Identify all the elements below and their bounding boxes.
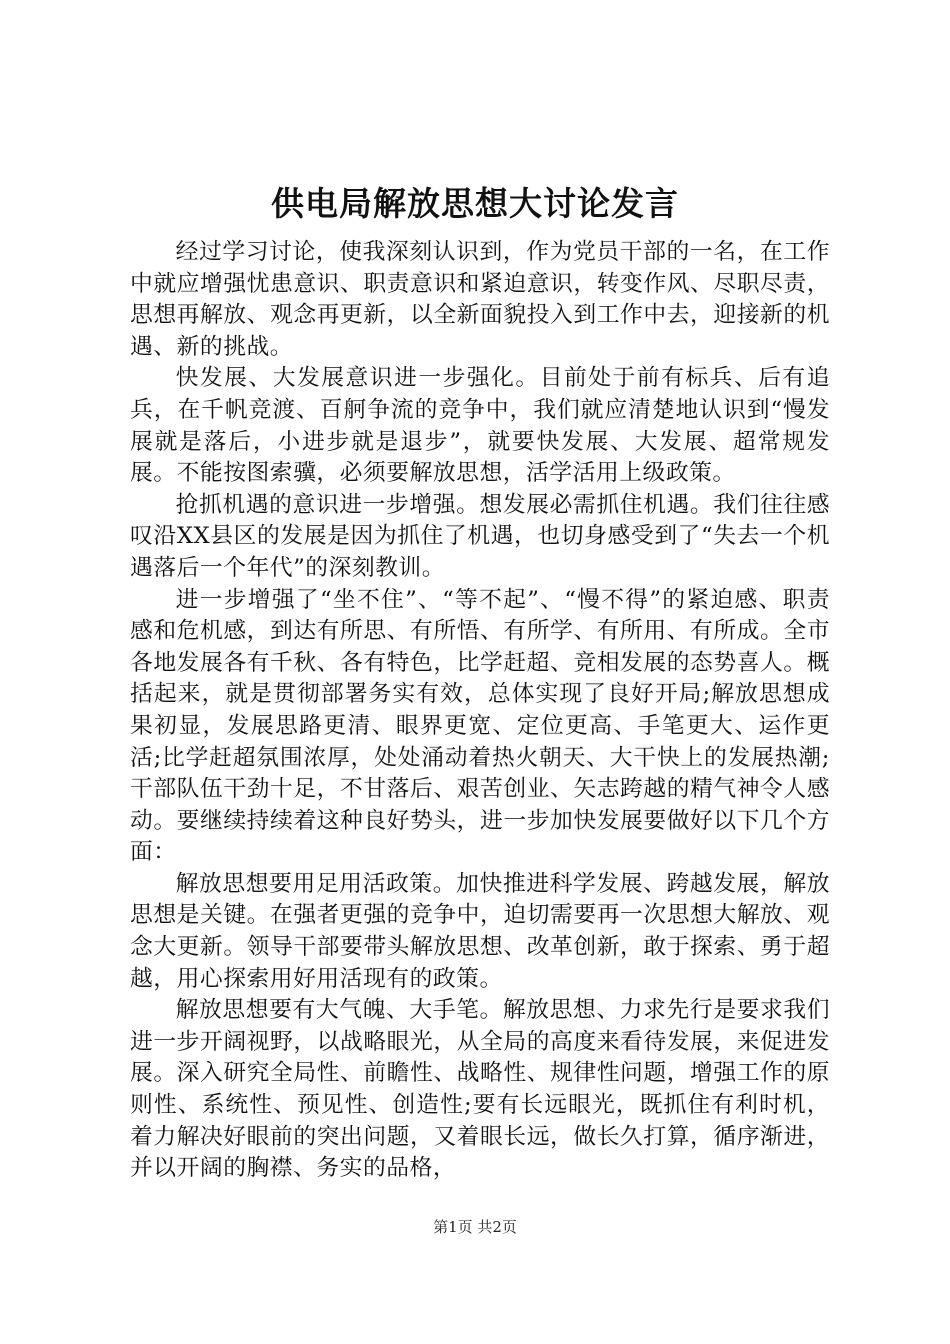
- document-title: 供电局解放思想大讨论发言: [271, 184, 679, 223]
- paragraph: 进一步增强了“坐不住”、“等不起”、“慢不得”的紧迫感、职责感和危机感，到达有所思、有所悟、有所学、有所用、有所成。全市各地发展各有千秋、各有特色，比学赶超、竞相发展的态势喜人。概括起来，就是贯彻部署务实有效，总体实现了良好开局;解放思想成果初显，发展思路更清、眼界更宽、定位更高、手笔更大、运作更活;比学赶超氛围浓厚，处处涌动着热火朝天、大干快上的发展热潮;干部队伍干劲十足，不甘落后、艰苦创业、矢志跨越的精气神令人感动。要继续持续着这种良好势头，进一步加快发展要做好以下几个方面：: [130, 586, 830, 866]
- page-number-footer: 第1页 共2页: [433, 1218, 517, 1236]
- paragraph: 快发展、大发展意识进一步强化。目前处于前有标兵、后有追兵，在千帆竞渡、百舸争流的竞争中，我们就应清楚地认识到“慢发展就是落后，小进步就是退步”，就要快发展、大发展、超常规发展。不能按图索骥，必须要解放思想，活学活用上级政策。: [130, 365, 830, 487]
- paragraph: 解放思想要有大气魄、大手笔。解放思想、力求先行是要求我们进一步开阔视野，以战略眼光，从全局的高度来看待发展，来促进发展。深入研究全局性、前瞻性、战略性、规律性问题，增强工作的原则性、系统性、预见性、创造性;要有长远眼光，既抓住有利时机，着力解决好眼前的突出问题，又着眼长远，做长久打算，循序渐进，并以开阔的胸襟、务实的品格，: [130, 997, 830, 1182]
- paragraph: 解放思想要用足用活政策。加快推进科学发展、跨越发展，解放思想是关键。在强者更强的竞争中，迫切需要再一次思想大解放、观念大更新。领导干部要带头解放思想、改革创新，敢于探索、勇于超越，用心探索用好用活现有的政策。: [130, 870, 830, 992]
- paragraph: 经过学习讨论，使我深刻认识到，作为党员干部的一名，在工作中就应增强忧患意识、职责意识和紧迫意识，转变作风、尽职尽责，思想再解放、观念再更新，以全新面貌投入到工作中去，迎接新的机遇、新的挑战。: [130, 239, 830, 360]
- paragraph: 抢抓机遇的意识进一步增强。想发展必需抓住机遇。我们往往感叹沿XX县区的发展是因为抓住了机遇，也切身感受到了“失去一个机遇落后一个年代”的深刻教训。: [130, 491, 830, 581]
- document-body: [130, 237, 830, 1185]
